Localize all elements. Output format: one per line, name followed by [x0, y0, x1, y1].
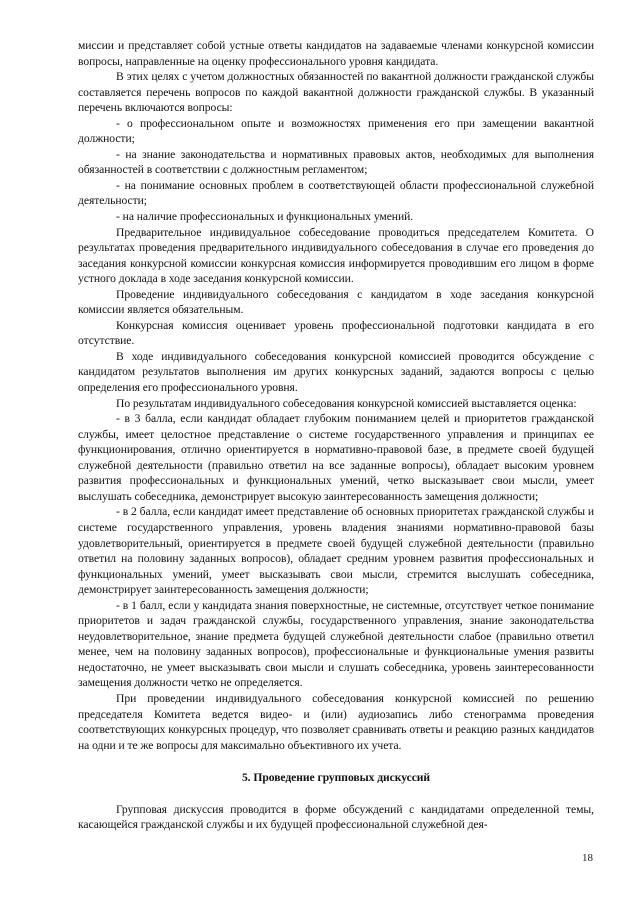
body-text-before-heading: [78, 38, 594, 753]
paragraph: - на наличие профессиональных и функциональных умений.: [116, 210, 414, 224]
paragraph: миссии и представляет собой устные ответы кандидатов на задаваемые членами конкурсной комиссии вопросы, направленные на оценку профессионального уровня кандидата.: [78, 39, 594, 68]
paragraph: В этих целях с учетом должностных обязанностей по вакантной должности гражданской службы составляется перечень вопросов по каждой вакантной должности гражданской службы. В указанный перечень включаются вопросы:: [78, 70, 594, 115]
paragraph: - в 2 балла, если кандидат имеет представление об основных приоритетах гражданской службы и системе государственного управления, уровень владения знаниями нормативно-правовой базы удовлетворительный, ориентируется в предмете своей будущей служебной деятельности (правильно ответил на половину заданных вопросов), обладает средним уровнем развития профессиональных и функциональных умений, умеет высказывать свои мысли, стремится выслушать собеседника, демонстрирует заинтересованность замещения должности;: [78, 505, 594, 597]
paragraph: Предварительное индивидуальное собеседование проводиться председателем Комитета. О результатах проведения предварительного индивидуального собеседования в случае его проведения до заседания конкурсной комиссии конкурсная комиссия информируется проводившим его лицом в форме устного доклада в ходе заседания конкурсной комиссии.: [78, 225, 594, 286]
document-page: [78, 38, 594, 833]
paragraph: - на понимание основных проблем в соответствующей области профессиональной служебной деятельности;: [78, 178, 594, 208]
paragraph: - о профессиональном опыте и возможностях применения его при замещении вакантной должности;: [78, 116, 594, 146]
paragraph: Проведение индивидуального собеседования с кандидатом в ходе заседания конкурсной комиссии является обязательным.: [78, 287, 594, 317]
paragraph: - в 1 балл, если у кандидата знания поверхностные, не системные, отсутствует четкое понимание приоритетов и задач гражданской службы, государственного управления, знание законодательства неудовлетворительное, знание предмета будущей служебной деятельности слабое (правильно ответил менее, чем на половину заданных вопросов), профессиональные и функциональные умения развиты недостаточно, не умеет высказывать свои мысли и слушать собеседника, уровень заинтересованности замещения должности четко не определяется.: [78, 598, 594, 690]
body-text-after-heading: [78, 802, 594, 833]
paragraph: По результатам индивидуального собеседования конкурсной комиссией выставляется оценка:: [116, 396, 577, 410]
paragraph: Групповая дискуссия проводится в форме обсуждений с кандидатами определенной темы, касающейся гражданской службы и их будущей профессиональной служебной дея-: [78, 802, 594, 832]
paragraph: В ходе индивидуального собеседования конкурсной комиссией проводится обсуждение с кандидатом результатов выполнения им других конкурсных заданий, задаются вопросы с целью определения его профессионального уровня.: [78, 349, 594, 395]
section-heading: 5. Проведение групповых дискуссий: [241, 771, 431, 785]
page-number: 18: [582, 852, 593, 864]
paragraph: - в 3 балла, если кандидат обладает глубоким пониманием целей и приоритетов гражданской службы, имеет целостное представление о системе государственного управления и принципах ее функционирования, отлично ориентируется в нормативно-правовой базе, в предмете своей будущей служебной деятельности (правильно ответил на все заданные вопросы), обладает высоким уровнем развития профессиональных и функциональных умений, четко высказывает свои мысли, умеет выслушать собеседника, демонстрирует высокую заинтересованность замещения должности;: [78, 412, 594, 503]
paragraph: При проведении индивидуального собеседования конкурсной комиссией по решению председателя Комитета ведется видео- и (или) аудиозапись либо стенограмма проведения соответствующих конкурсных процедур, что позволяет сравнивать ответы и реакцию разных кандидатов на одни и те же вопросы для максимально объективного их учета.: [78, 691, 594, 752]
paragraph: Конкурсная комиссия оценивает уровень профессиональной подготовки кандидата в его отсутствие.: [78, 318, 594, 348]
paragraph: - на знание законодательства и нормативных правовых актов, необходимых для выполнения обязанностей в соответствии с должностным регламентом;: [78, 147, 594, 177]
